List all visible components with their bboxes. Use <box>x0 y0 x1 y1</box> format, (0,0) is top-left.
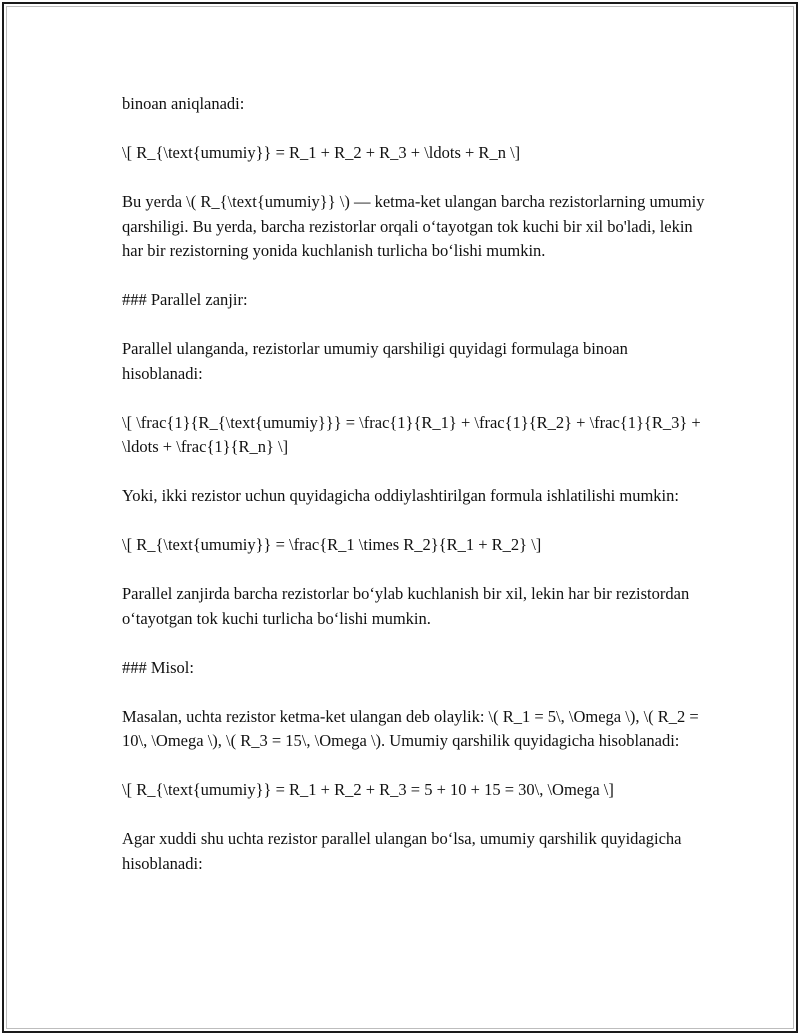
document-body <box>122 92 712 876</box>
formula-parallel-reciprocal: \[ \frac{1}{R_{\text{umumiy}}} = \frac{1}{R_1} + \frac{1}{R_2} + \frac{1}{R_3} + \ldots + \frac{1}{R_n} \] <box>122 412 701 456</box>
paragraph-parallel-explanation: Parallel zanjirda barcha rezistorlar bo‘ylab kuchlanish bir xil, lekin har bir rezistordan o‘tayotgan tok kuchi turlicha bo‘lishi mumkin. <box>122 584 690 628</box>
paragraph-parallel-intro: Parallel ulanganda, rezistorlar umumiy qarshiligi quyidagi formulaga binoan hisoblanadi: <box>122 339 628 383</box>
formula-example-series-result: \[ R_{\text{umumiy}} = R_1 + R_2 + R_3 = 5 + 10 + 15 = 30\, \Omega \] <box>122 780 614 799</box>
formula-two-resistor-parallel: \[ R_{\text{umumiy}} = \frac{R_1 \times R_2}{R_1 + R_2} \] <box>122 535 542 554</box>
paragraph-example-setup: Masalan, uchta rezistor ketma-ket ulangan deb olaylik: \( R_1 = 5\, \Omega \), \( R_2 = 10\, \Omega \), \( R_3 = 15\, \Omega \). Umumiy qarshilik quyidagicha hisoblanadi: <box>122 706 699 750</box>
paragraph-two-resistor-intro: Yoki, ikki rezistor uchun quyidagicha oddiylashtirilgan formula ishlatilishi mumkin: <box>122 486 679 505</box>
paragraph-intro-continuation: binoan aniqlanadi: <box>122 94 245 113</box>
heading-parallel-circuit: ### Parallel zanjir: <box>122 290 248 309</box>
heading-example: ### Misol: <box>122 657 194 677</box>
formula-series-total-resistance: \[ R_{\text{umumiy}} = R_1 + R_2 + R_3 + \ldots + R_n \] <box>122 143 521 162</box>
paragraph-series-explanation: Bu yerda \( R_{\text{umumiy}} \) — ketma-ket ulangan barcha rezistorlarning umumiy qarshiligi. Bu yerda, barcha rezistorlar orqali o‘tayotgan tok kuchi bir xil bo'ladi, lekin har bir rezistorning yonida kuchlanish turlicha bo‘lishi mumkin. <box>122 192 705 260</box>
document-page <box>2 2 798 1033</box>
paragraph-example-parallel-intro: Agar xuddi shu uchta rezistor parallel ulangan bo‘lsa, umumiy qarshilik quyidagicha hisoblanadi: <box>122 829 682 873</box>
